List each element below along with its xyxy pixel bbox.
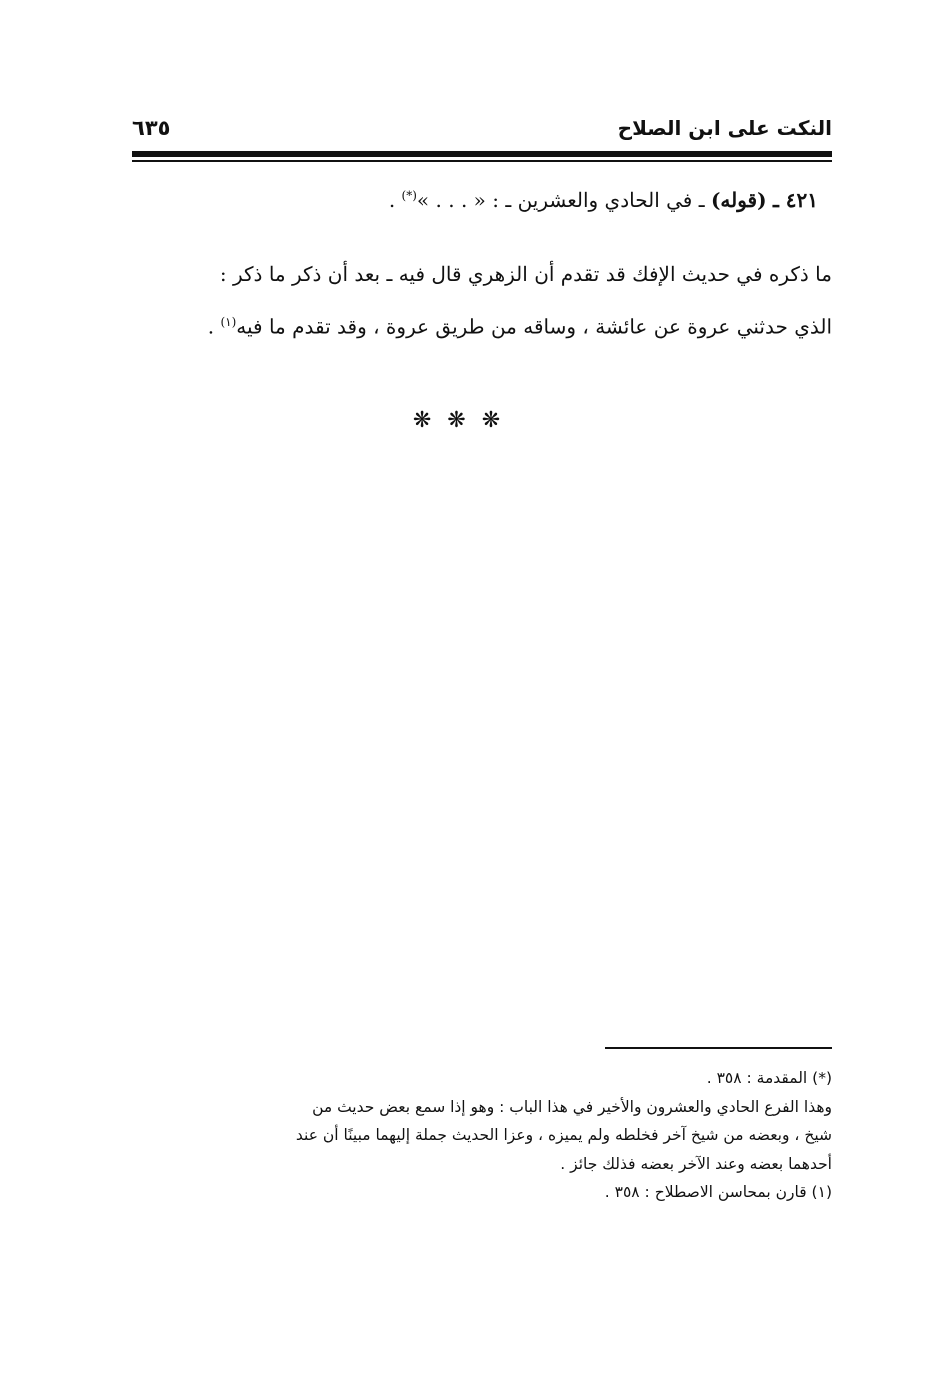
footnote-1: (١) قارن بمحاسن الاصطلاح : ٣٥٨ .	[604, 1183, 832, 1201]
footnotes	[132, 1064, 832, 1207]
running-title: النكت على ابن الصلاح	[617, 116, 832, 140]
body-line-2	[132, 298, 832, 351]
entry-heading	[389, 188, 818, 212]
body-line-2-text: الذي حدثني عروة عن عائشة ، وساقه من طريق عروة ، وقد تقدم ما فيه	[236, 314, 832, 339]
footnote-star-line-1: وهذا الفرع الحادي والعشرون والأخير في هذا الباب : وهو إذا سمع بعض حديث من	[312, 1097, 832, 1116]
header-rule-thin	[132, 160, 832, 162]
footnote-star-line-2: شيخ ، وبعضه من شيخ آخر فخلطه ولم يميزه ، وعزا الحديث جملة إليهما مبينًا أن عند	[295, 1126, 832, 1144]
page-number: ٦٣٥	[132, 116, 171, 140]
header-rule-thick	[132, 151, 832, 157]
page-header	[132, 112, 832, 152]
footnote-rule	[605, 1047, 832, 1049]
footnote-star: (*) المقدمة : ٣٥٨ .	[706, 1069, 832, 1087]
entry-label: (قوله)	[710, 188, 767, 212]
section-separator: ❋❋❋	[412, 408, 517, 433]
body-line-2-end: .	[207, 314, 221, 339]
body-line-1: ما ذكره في حديث الإفك قد تقدم أن الزهري قال فيه ـ بعد أن ذكر ما ذكر :	[219, 262, 832, 286]
footnote-star-line-3: أحدهما بعضه وعند الآخر بعضه فذلك جائز .	[560, 1154, 832, 1173]
entry-text: ـ في الحادي والعشرين ـ : « . . . »	[416, 188, 705, 212]
entry-end: .	[388, 188, 402, 212]
body-paragraph	[132, 250, 832, 351]
entry-number: ٤٢١ ـ	[772, 188, 818, 212]
entry-footnote-marker: (*)	[401, 188, 417, 203]
footnote-marker-1: (١)	[220, 315, 237, 329]
